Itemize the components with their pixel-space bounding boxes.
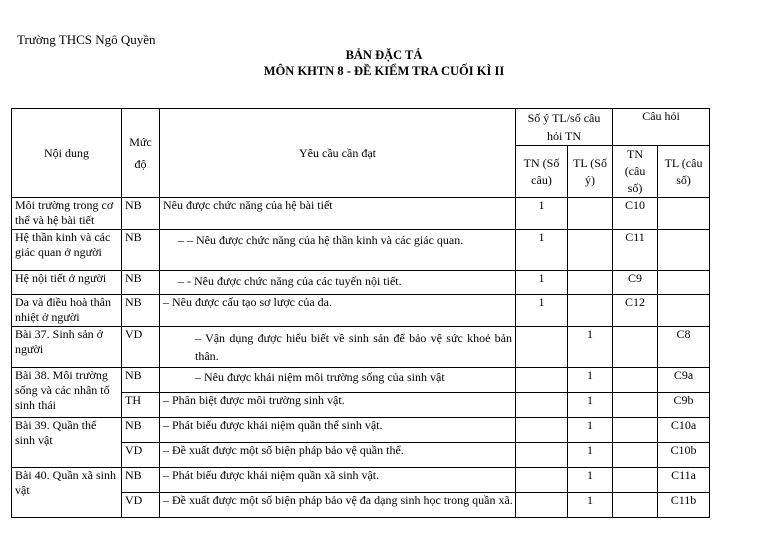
cell-tl-question: C9b	[658, 393, 710, 418]
cell-tl-count	[568, 271, 613, 295]
cell-tl-question	[658, 230, 710, 271]
cell-requirement: – Đề xuất được một số biện pháp bảo vệ quần thể.	[160, 443, 516, 468]
cell-content: Bài 40. Quần xã sinh vật	[12, 468, 122, 518]
cell-requirement: – Nêu được cấu tạo sơ lược của da.	[160, 295, 516, 327]
cell-tl-count	[568, 198, 613, 230]
cell-tn-count: 1	[516, 271, 568, 295]
cell-level: NB	[122, 295, 160, 327]
cell-tl-question: C11b	[658, 493, 710, 518]
header-tl-question: TL (câu số)	[658, 146, 710, 198]
cell-tl-count: 1	[568, 493, 613, 518]
document-title: BẢN ĐẶC TẢ	[345, 48, 423, 62]
cell-tn-question	[613, 443, 658, 468]
cell-tl-question	[658, 271, 710, 295]
cell-content: Bài 39. Quần thể sinh vật	[12, 418, 122, 468]
header-tn-count: TN (Số câu)	[516, 146, 568, 198]
cell-tn-count	[516, 327, 568, 368]
cell-level: NB	[122, 271, 160, 295]
cell-tn-question	[613, 418, 658, 443]
cell-content: Hệ nội tiết ở người	[12, 271, 122, 295]
cell-tn-count	[516, 418, 568, 443]
cell-tn-count: 1	[516, 295, 568, 327]
cell-level: TH	[122, 393, 160, 418]
specification-table	[11, 108, 710, 518]
cell-tl-count: 1	[568, 468, 613, 493]
table-row	[12, 468, 710, 493]
cell-requirement: Nêu được chức năng của hệ bài tiết	[160, 198, 516, 230]
table-row	[12, 198, 710, 230]
cell-requirement: – Vận dụng được hiểu biết về sinh sản để bảo vệ sức khoẻ bản thân.	[160, 327, 516, 368]
cell-tn-count	[516, 443, 568, 468]
cell-tl-question	[658, 198, 710, 230]
cell-tn-question	[613, 393, 658, 418]
cell-requirement: – – Nêu được chức năng của hệ thần kinh và các giác quan.	[160, 230, 516, 271]
table-row	[12, 368, 710, 393]
table-row	[12, 271, 710, 295]
cell-requirement: – Phát biểu được khái niệm quần thể sinh vật.	[160, 418, 516, 443]
cell-content: Hệ thần kinh và các giác quan ở người	[12, 230, 122, 271]
cell-tl-count: 1	[568, 327, 613, 368]
cell-level: VD	[122, 493, 160, 518]
cell-tn-count: 1	[516, 230, 568, 271]
cell-tn-count: 1	[516, 198, 568, 230]
cell-content: Bài 38. Môi trường sống và các nhân tố sinh thái	[12, 368, 122, 418]
cell-tl-question: C11a	[658, 468, 710, 493]
table-row	[12, 230, 710, 271]
cell-content: Bài 37. Sinh sản ở người	[12, 327, 122, 368]
cell-content: Môi trường trong cơ thể và hệ bài tiết	[12, 198, 122, 230]
table-row	[12, 418, 710, 443]
cell-tl-count: 1	[568, 393, 613, 418]
header-tl-count: TL (Số ý)	[568, 146, 613, 198]
cell-tn-question	[613, 493, 658, 518]
cell-tl-question: C9a	[658, 368, 710, 393]
cell-tl-question: C10b	[658, 443, 710, 468]
cell-tl-count	[568, 295, 613, 327]
cell-tn-count	[516, 368, 568, 393]
document-subtitle: MÔN KHTN 8 - ĐỀ KIỂM TRA CUỐI KÌ II	[263, 64, 505, 78]
cell-tn-question: C11	[613, 230, 658, 271]
cell-tn-question: C9	[613, 271, 658, 295]
header-content: Nội dung	[12, 109, 122, 198]
cell-level: VD	[122, 443, 160, 468]
cell-tl-question: C8	[658, 327, 710, 368]
cell-tn-question	[613, 468, 658, 493]
cell-tl-question: C10a	[658, 418, 710, 443]
cell-tl-count: 1	[568, 418, 613, 443]
cell-tn-count	[516, 393, 568, 418]
cell-requirement: – Nêu được khái niệm môi trường sống của sinh vật	[160, 368, 516, 393]
cell-tn-question	[613, 327, 658, 368]
cell-tn-question: C12	[613, 295, 658, 327]
cell-tl-question	[658, 295, 710, 327]
cell-tn-question	[613, 368, 658, 393]
header-question-group: Câu hỏi	[613, 109, 710, 146]
cell-level: NB	[122, 230, 160, 271]
cell-requirement: – - Nêu được chức năng của các tuyến nội tiết.	[160, 271, 516, 295]
cell-level: NB	[122, 468, 160, 493]
table-row	[12, 327, 710, 368]
cell-requirement: – Đề xuất được một số biện pháp bảo vệ đa dạng sinh học trong quần xã.	[160, 493, 516, 518]
cell-tl-count	[568, 230, 613, 271]
cell-requirement: – Phân biệt được môi trường sinh vật.	[160, 393, 516, 418]
cell-tn-question: C10	[613, 198, 658, 230]
cell-tn-count	[516, 493, 568, 518]
cell-tn-count	[516, 468, 568, 493]
cell-content: Da và điều hoà thân nhiệt ở người	[12, 295, 122, 327]
header-level: Mức độ	[122, 109, 160, 198]
cell-level: NB	[122, 418, 160, 443]
cell-requirement: – Phát biểu được khái niệm quần xã sinh vật.	[160, 468, 516, 493]
cell-level: VD	[122, 327, 160, 368]
cell-level: NB	[122, 198, 160, 230]
cell-level: NB	[122, 368, 160, 393]
cell-tl-count: 1	[568, 443, 613, 468]
table-row	[12, 295, 710, 327]
header-requirement: Yêu cầu cần đạt	[160, 109, 516, 198]
school-name: Trường THCS Ngô Quyền	[17, 32, 156, 47]
cell-tl-count: 1	[568, 368, 613, 393]
header-tn-question: TN (câu số)	[613, 146, 658, 198]
header-count-group: Số ý TL/số câu hỏi TN	[516, 109, 613, 146]
